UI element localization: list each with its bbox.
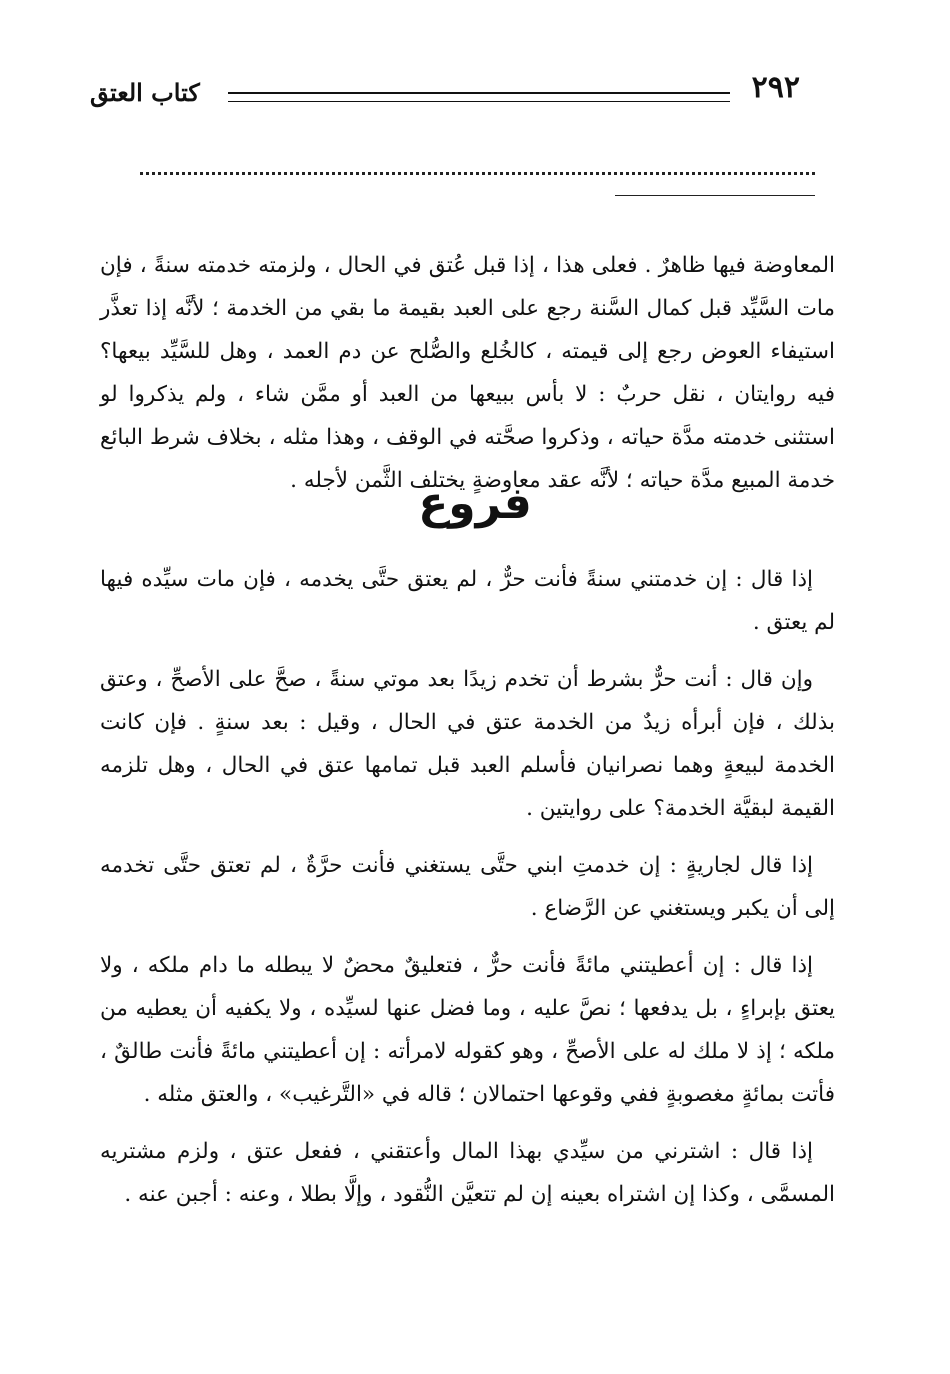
header-rule: [228, 92, 730, 102]
page-number: ٢٩٢: [751, 70, 800, 105]
branches-list: [100, 558, 835, 1230]
branch-paragraph: وإن قال : أنت حرٌّ بشرط أن تخدم زيدًا بعد موتي سنةً ، صحَّ على الأصحِّ ، وعتق بذلك ، فإن أبرأه زيدٌ من الخدمة عتق في الحال ، وقيل : بعد سنةٍ . فإن كانت الخدمة لبيعةٍ وهما نصرانيان فأسلم العبد قبل تمامها عتق في الحال ، وهل تلزمه القيمة لبقيَّة الخدمة؟ على روايتين .: [100, 667, 835, 821]
footnote-rule: [615, 195, 815, 196]
branch-paragraph: إذا قال : اشترني من سيِّدي بهذا المال وأعتقني ، ففعل عتق ، ولزم مشتريه المسمَّى ، وكذا إن اشتراه بعينه إن لم تتعيَّن النُّقود ، وإلَّا بطلا ، وعنه : أجبن عنه .: [100, 1139, 835, 1207]
intro-paragraph: المعاوضة فيها ظاهرٌ . فعلى هذا ، إذا قبل عُتق في الحال ، ولزمته خدمته سنةً ، فإن مات السَّيِّد قبل كمال السَّنة رجع على العبد بقيمة ما بقي من الخدمة ؛ لأنَّه إذا تعذَّر استيفاء العوض رجع إلى قيمته ، كالخُلع والصُّلح عن دم العمد ، وهل للسَّيِّد بيعها؟ فيه روايتان ، نقل حربٌ : لا بأس ببيعها من العبد أو ممَّن شاء ، ولم يذكروا لو استثنى خدمته مدَّة حياته ، وذكروا صحَّته في الوقف ، وهذا مثله ، بخلاف شرط البائع خدمة المبيع مدَّة حياته ؛ لأنَّه عقد معاوضةٍ يختلف الثَّمن لأجله .: [100, 252, 835, 493]
running-title: كتاب العتق: [90, 78, 200, 107]
branch-paragraph: إذا قال : إن خدمتني سنةً فأنت حرٌّ ، لم يعتق حتَّى يخدمه ، فإن مات سيِّده فيها لم يعتق .: [100, 567, 835, 635]
branch-paragraph: إذا قال لجاريةٍ : إن خدمتِ ابني حتَّى يستغني فأنت حرَّةٌ ، لم تعتق حتَّى تخدمه إلى أن يكبر ويستغني عن الرَّضاع .: [100, 853, 835, 921]
running-header: [90, 68, 800, 118]
section-heading: فروع: [418, 478, 532, 529]
dotted-separator: [140, 172, 815, 175]
branch-paragraph: إذا قال : إن أعطيتني مائةً فأنت حرٌّ ، فتعليقٌ محضٌ لا يبطله ما دام ملكه ، ولا يعتق بإبراءٍ ، بل يدفعها ؛ نصَّ عليه ، وما فضل عنها لسيِّده ، ولا يكفيه أن يعطيه من ملكه ؛ إذ لا ملك له على الأصحِّ ، وهو كقوله لامرأته : إن أعطيتني مائةً فأنت طالقٌ ، فأتت بمائةٍ مغصوبةٍ ففي وقوعها احتمالان ؛ قاله في «التَّرغيب» ، والعتق مثله .: [100, 953, 835, 1107]
